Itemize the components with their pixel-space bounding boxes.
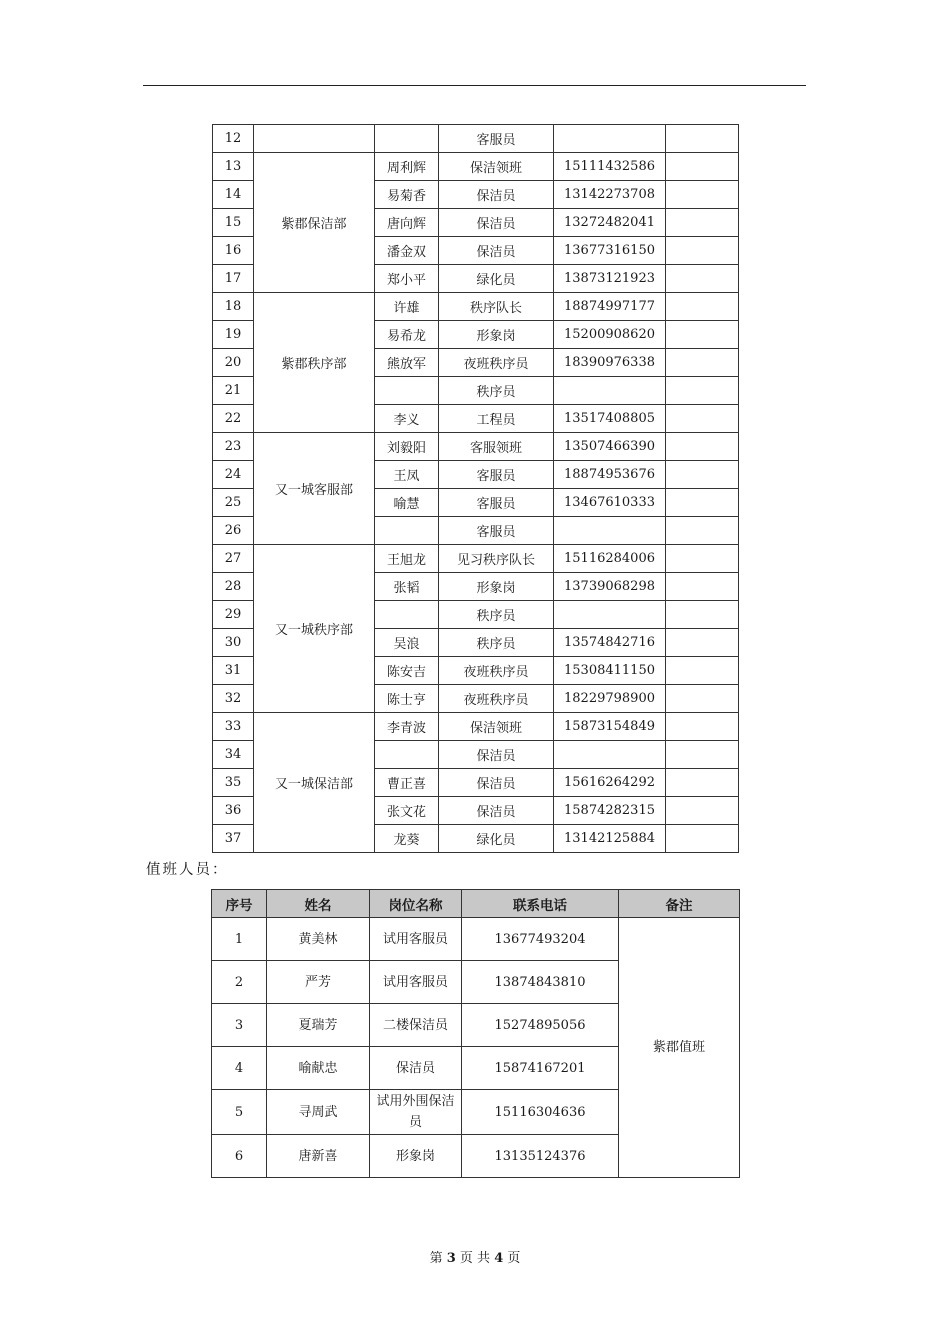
staff-name: 王旭龙 bbox=[375, 545, 439, 573]
row-number: 1 bbox=[212, 918, 267, 961]
staff-position: 客服员 bbox=[439, 125, 554, 153]
staff-phone: 13142125884 bbox=[554, 825, 666, 853]
header-phone: 联系电话 bbox=[462, 890, 619, 918]
staff-position: 保洁员 bbox=[439, 237, 554, 265]
staff-position: 保洁员 bbox=[439, 769, 554, 797]
staff-remark bbox=[666, 629, 739, 657]
row-number: 6 bbox=[212, 1135, 267, 1178]
staff-remark bbox=[666, 265, 739, 293]
staff-phone: 13874843810 bbox=[462, 961, 619, 1004]
row-number: 17 bbox=[213, 265, 254, 293]
staff-phone: 15116304636 bbox=[462, 1090, 619, 1135]
row-number: 32 bbox=[213, 685, 254, 713]
staff-phone: 15116284006 bbox=[554, 545, 666, 573]
row-number: 31 bbox=[213, 657, 254, 685]
staff-name: 王凤 bbox=[375, 461, 439, 489]
staff-position: 夜班秩序员 bbox=[439, 349, 554, 377]
staff-position: 夜班秩序员 bbox=[439, 657, 554, 685]
staff-remark bbox=[666, 181, 739, 209]
staff-name: 寻周武 bbox=[267, 1090, 370, 1135]
staff-name: 郑小平 bbox=[375, 265, 439, 293]
staff-phone: 13142273708 bbox=[554, 181, 666, 209]
staff-name: 龙葵 bbox=[375, 825, 439, 853]
staff-name: 唐新喜 bbox=[267, 1135, 370, 1178]
staff-position: 形象岗 bbox=[439, 321, 554, 349]
row-number: 14 bbox=[213, 181, 254, 209]
staff-phone: 13517408805 bbox=[554, 405, 666, 433]
staff-name: 潘金双 bbox=[375, 237, 439, 265]
header-position: 岗位名称 bbox=[370, 890, 462, 918]
staff-phone: 15874167201 bbox=[462, 1047, 619, 1090]
staff-phone: 15308411150 bbox=[554, 657, 666, 685]
row-number: 24 bbox=[213, 461, 254, 489]
staff-name: 周利辉 bbox=[375, 153, 439, 181]
staff-position: 绿化员 bbox=[439, 265, 554, 293]
staff-phone bbox=[554, 125, 666, 153]
staff-position: 保洁员 bbox=[439, 741, 554, 769]
staff-position: 保洁员 bbox=[439, 797, 554, 825]
row-number: 5 bbox=[212, 1090, 267, 1135]
staff-remark bbox=[666, 293, 739, 321]
row-number: 34 bbox=[213, 741, 254, 769]
staff-position: 保洁员 bbox=[439, 181, 554, 209]
staff-remark bbox=[666, 489, 739, 517]
staff-position: 秩序队长 bbox=[439, 293, 554, 321]
staff-remark bbox=[666, 153, 739, 181]
row-number: 33 bbox=[213, 713, 254, 741]
row-number: 37 bbox=[213, 825, 254, 853]
staff-phone: 15274895056 bbox=[462, 1004, 619, 1047]
row-number: 23 bbox=[213, 433, 254, 461]
footer-total-pages: 4 bbox=[494, 1251, 504, 1266]
table-row bbox=[213, 153, 739, 181]
row-number: 21 bbox=[213, 377, 254, 405]
staff-position: 客服员 bbox=[439, 517, 554, 545]
staff-position: 客服员 bbox=[439, 489, 554, 517]
department-cell: 又一城秩序部 bbox=[254, 545, 375, 713]
staff-phone: 13135124376 bbox=[462, 1135, 619, 1178]
staff-name: 喻慧 bbox=[375, 489, 439, 517]
staff-phone: 15874282315 bbox=[554, 797, 666, 825]
staff-name: 黄美林 bbox=[267, 918, 370, 961]
staff-remark bbox=[666, 825, 739, 853]
staff-position: 形象岗 bbox=[439, 573, 554, 601]
header-rule bbox=[143, 85, 806, 86]
footer-page-number: 3 bbox=[446, 1251, 456, 1266]
staff-phone: 13739068298 bbox=[554, 573, 666, 601]
staff-remark bbox=[666, 797, 739, 825]
staff-name: 易菊香 bbox=[375, 181, 439, 209]
staff-remark bbox=[666, 349, 739, 377]
row-number: 29 bbox=[213, 601, 254, 629]
staff-position: 见习秩序队长 bbox=[439, 545, 554, 573]
staff-remark bbox=[666, 657, 739, 685]
staff-phone: 15200908620 bbox=[554, 321, 666, 349]
staff-phone bbox=[554, 741, 666, 769]
staff-name bbox=[375, 377, 439, 405]
row-number: 2 bbox=[212, 961, 267, 1004]
staff-name: 陈安吉 bbox=[375, 657, 439, 685]
duty-section-label: 值班人员： bbox=[146, 862, 229, 878]
staff-phone: 13677316150 bbox=[554, 237, 666, 265]
row-number: 15 bbox=[213, 209, 254, 237]
staff-name: 严芳 bbox=[267, 961, 370, 1004]
row-number: 4 bbox=[212, 1047, 267, 1090]
staff-remark bbox=[666, 209, 739, 237]
staff-name bbox=[375, 741, 439, 769]
staff-name: 许雄 bbox=[375, 293, 439, 321]
table-row bbox=[213, 125, 739, 153]
staff-remark bbox=[666, 517, 739, 545]
staff-phone bbox=[554, 601, 666, 629]
staff-remark bbox=[666, 405, 739, 433]
row-number: 22 bbox=[213, 405, 254, 433]
staff-name: 吴浪 bbox=[375, 629, 439, 657]
staff-remark bbox=[666, 237, 739, 265]
staff-table bbox=[212, 124, 739, 853]
staff-remark bbox=[666, 741, 739, 769]
staff-remark bbox=[666, 769, 739, 797]
duty-table bbox=[211, 889, 740, 1178]
row-number: 16 bbox=[213, 237, 254, 265]
staff-name: 张韬 bbox=[375, 573, 439, 601]
staff-position: 秩序员 bbox=[439, 601, 554, 629]
staff-position: 试用客服员 bbox=[370, 918, 462, 961]
staff-phone: 18874953676 bbox=[554, 461, 666, 489]
staff-phone: 18874997177 bbox=[554, 293, 666, 321]
row-number: 27 bbox=[213, 545, 254, 573]
staff-remark bbox=[666, 377, 739, 405]
staff-name: 易希龙 bbox=[375, 321, 439, 349]
staff-name: 李义 bbox=[375, 405, 439, 433]
table-row bbox=[213, 545, 739, 573]
staff-name: 唐向辉 bbox=[375, 209, 439, 237]
staff-phone: 15873154849 bbox=[554, 713, 666, 741]
staff-name bbox=[375, 125, 439, 153]
row-number: 12 bbox=[213, 125, 254, 153]
staff-remark bbox=[666, 601, 739, 629]
department-cell: 紫郡保洁部 bbox=[254, 153, 375, 293]
staff-phone: 13272482041 bbox=[554, 209, 666, 237]
row-number: 20 bbox=[213, 349, 254, 377]
department-cell: 又一城保洁部 bbox=[254, 713, 375, 853]
staff-name: 夏瑞芳 bbox=[267, 1004, 370, 1047]
staff-remark bbox=[666, 685, 739, 713]
row-number: 30 bbox=[213, 629, 254, 657]
staff-remark bbox=[666, 573, 739, 601]
staff-phone: 13873121923 bbox=[554, 265, 666, 293]
staff-name: 熊放军 bbox=[375, 349, 439, 377]
staff-remark bbox=[666, 461, 739, 489]
staff-phone: 15111432586 bbox=[554, 153, 666, 181]
staff-phone: 18390976338 bbox=[554, 349, 666, 377]
staff-phone: 13574842716 bbox=[554, 629, 666, 657]
staff-position: 客服领班 bbox=[439, 433, 554, 461]
department-cell bbox=[254, 125, 375, 153]
staff-phone: 13467610333 bbox=[554, 489, 666, 517]
department-cell: 又一城客服部 bbox=[254, 433, 375, 545]
staff-position: 保洁员 bbox=[439, 209, 554, 237]
staff-position: 形象岗 bbox=[370, 1135, 462, 1178]
row-number: 26 bbox=[213, 517, 254, 545]
staff-position: 秩序员 bbox=[439, 629, 554, 657]
staff-name: 喻献忠 bbox=[267, 1047, 370, 1090]
table-row bbox=[213, 713, 739, 741]
row-number: 35 bbox=[213, 769, 254, 797]
row-number: 36 bbox=[213, 797, 254, 825]
staff-name: 陈士亨 bbox=[375, 685, 439, 713]
footer-prefix: 第 bbox=[429, 1251, 443, 1266]
staff-phone: 18229798900 bbox=[554, 685, 666, 713]
row-number: 18 bbox=[213, 293, 254, 321]
staff-name bbox=[375, 601, 439, 629]
footer-middle: 页 共 bbox=[459, 1251, 491, 1266]
row-number: 13 bbox=[213, 153, 254, 181]
staff-name: 刘毅阳 bbox=[375, 433, 439, 461]
staff-name: 李青波 bbox=[375, 713, 439, 741]
duty-remark: 紫郡值班 bbox=[619, 918, 740, 1178]
staff-phone: 13677493204 bbox=[462, 918, 619, 961]
staff-remark bbox=[666, 125, 739, 153]
staff-phone: 15616264292 bbox=[554, 769, 666, 797]
staff-name bbox=[375, 517, 439, 545]
staff-name: 张文花 bbox=[375, 797, 439, 825]
staff-phone: 13507466390 bbox=[554, 433, 666, 461]
table-header-row bbox=[212, 890, 740, 918]
staff-phone bbox=[554, 517, 666, 545]
staff-remark bbox=[666, 321, 739, 349]
staff-name: 曹正喜 bbox=[375, 769, 439, 797]
row-number: 3 bbox=[212, 1004, 267, 1047]
staff-position: 保洁员 bbox=[370, 1047, 462, 1090]
row-number: 19 bbox=[213, 321, 254, 349]
staff-phone bbox=[554, 377, 666, 405]
department-cell: 紫郡秩序部 bbox=[254, 293, 375, 433]
row-number: 25 bbox=[213, 489, 254, 517]
header-remark: 备注 bbox=[619, 890, 740, 918]
footer-suffix: 页 bbox=[507, 1251, 521, 1266]
staff-remark bbox=[666, 713, 739, 741]
staff-position: 试用外围保洁员 bbox=[370, 1090, 462, 1135]
staff-position: 试用客服员 bbox=[370, 961, 462, 1004]
staff-position: 绿化员 bbox=[439, 825, 554, 853]
staff-position: 工程员 bbox=[439, 405, 554, 433]
row-number: 28 bbox=[213, 573, 254, 601]
table-row bbox=[213, 433, 739, 461]
staff-position: 夜班秩序员 bbox=[439, 685, 554, 713]
staff-position: 保洁领班 bbox=[439, 153, 554, 181]
staff-remark bbox=[666, 433, 739, 461]
page-footer bbox=[0, 1247, 950, 1266]
staff-position: 秩序员 bbox=[439, 377, 554, 405]
staff-position: 二楼保洁员 bbox=[370, 1004, 462, 1047]
table-row bbox=[212, 918, 740, 961]
staff-position: 客服员 bbox=[439, 461, 554, 489]
staff-remark bbox=[666, 545, 739, 573]
header-no: 序号 bbox=[212, 890, 267, 918]
staff-position: 保洁领班 bbox=[439, 713, 554, 741]
header-name: 姓名 bbox=[267, 890, 370, 918]
table-row bbox=[213, 293, 739, 321]
